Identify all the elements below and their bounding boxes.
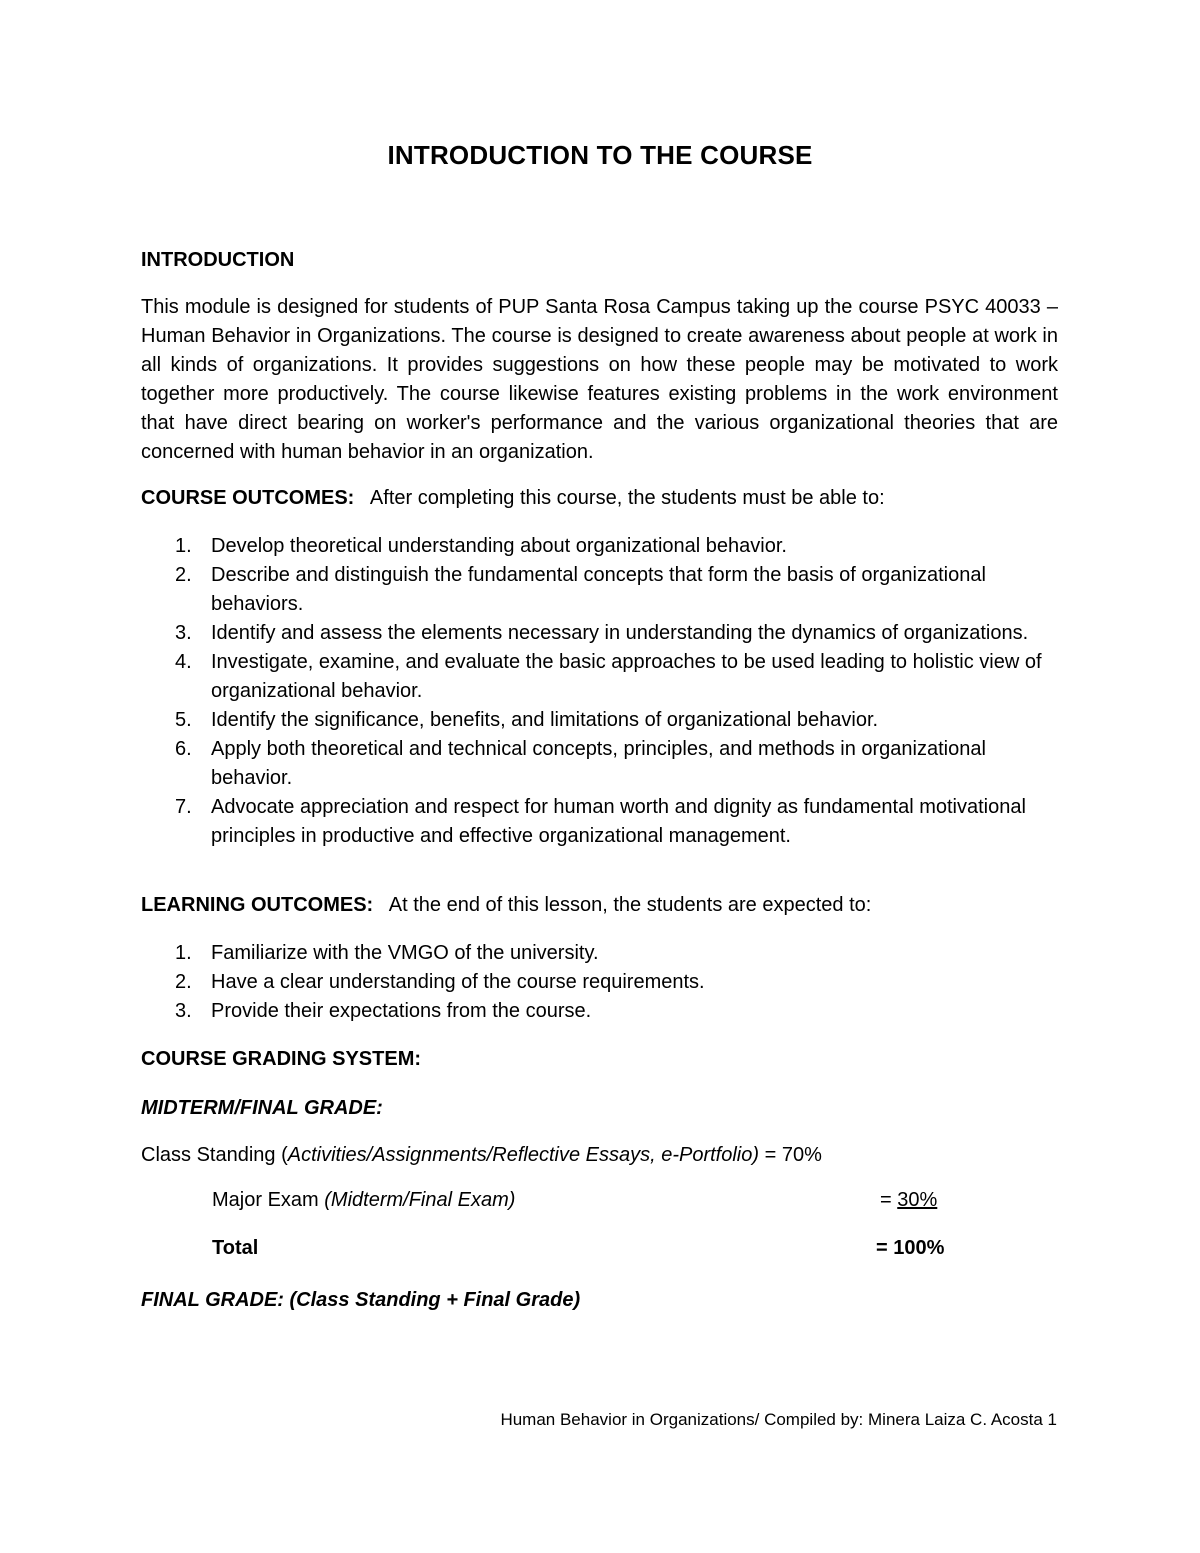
introduction-section (141, 246, 1058, 467)
list-item: 2. Have a clear understanding of the course requirements. (175, 971, 705, 993)
learning-outcomes-lead-line (141, 891, 1058, 920)
major-exam-eq: = (880, 1189, 898, 1211)
learning-outcomes-lead: At the end of this lesson, the students are expected to: (388, 894, 872, 916)
major-exam-label-group (212, 1189, 515, 1212)
introduction-heading: INTRODUCTION (141, 249, 295, 271)
course-outcomes-list (141, 532, 1058, 851)
major-exam-label: Major Exam (212, 1189, 325, 1211)
list-item: 2. Describe and distinguish the fundamental concepts that form the basis of organizational behaviors. (175, 564, 986, 615)
list-item: 3. Identify and assess the elements necessary in understanding the dynamics of organizations. (175, 622, 1029, 644)
list-item: 3. Provide their expectations from the course. (175, 1000, 592, 1022)
learning-outcomes-list (141, 939, 1058, 1026)
list-item: 1. Develop theoretical understanding about organizational behavior. (175, 535, 787, 557)
learning-outcomes-heading: LEARNING OUTCOMES: (141, 894, 374, 916)
list-item: 5. Identify the significance, benefits, and limitations of organizational behavior. (175, 709, 879, 731)
list-item: 6. Apply both theoretical and technical concepts, principles, and methods in organizational behavior. (175, 738, 986, 789)
list-item: 4. Investigate, examine, and evaluate the basic approaches to be used leading to holistic view of organizational behavior. (175, 651, 1042, 702)
major-exam-value: 30% (897, 1189, 938, 1211)
grading-subheading: MIDTERM/FINAL GRADE: (141, 1097, 383, 1119)
learning-outcomes-section (141, 891, 1058, 1026)
major-exam-value-group (880, 1189, 937, 1212)
grading-heading: COURSE GRADING SYSTEM: (141, 1048, 422, 1070)
final-grade-formula: FINAL GRADE: (Class Standing + Final Grade) (141, 1289, 581, 1311)
list-item: 7. Advocate appreciation and respect for human worth and dignity as fundamental motivational principles in productive and effective organizational management. (175, 796, 1026, 847)
page-footer: Human Behavior in Organizations/ Compiled by: Minera Laiza C. Acosta 1 (500, 1410, 1057, 1429)
introduction-body: This module is designed for students of PUP Santa Rosa Campus taking up the course PSYC 40033 – Human Behavior in Organizations. The course is designed to create awareness about people at work in all kinds of organizations. It provides suggestions on how these people may be motivated to work together more productively. The course likewise features existing problems in the work environment that have direct bearing on worker's performance and the various organizational theories that are concerned with human behavior in an organization. (141, 296, 1058, 463)
page-title: INTRODUCTION TO THE COURSE (387, 140, 813, 170)
major-exam-detail: (Midterm/Final Exam) (324, 1189, 516, 1211)
course-outcomes-lead-line (141, 484, 1058, 513)
class-standing-detail: Activities/Assignments/Reflective Essays, e-Portfolio) (287, 1144, 760, 1166)
class-standing-label: Class Standing ( (141, 1144, 288, 1166)
course-outcomes-section (141, 484, 1058, 851)
total-value: = 100% (876, 1237, 945, 1259)
class-standing-row (141, 1141, 1058, 1170)
total-label: Total (212, 1237, 259, 1259)
course-outcomes-heading: COURSE OUTCOMES: (141, 487, 355, 509)
class-standing-value: = 70% (759, 1144, 822, 1166)
course-outcomes-lead: After completing this course, the students must be able to: (369, 487, 885, 509)
list-item: 1. Familiarize with the VMGO of the university. (175, 942, 599, 964)
